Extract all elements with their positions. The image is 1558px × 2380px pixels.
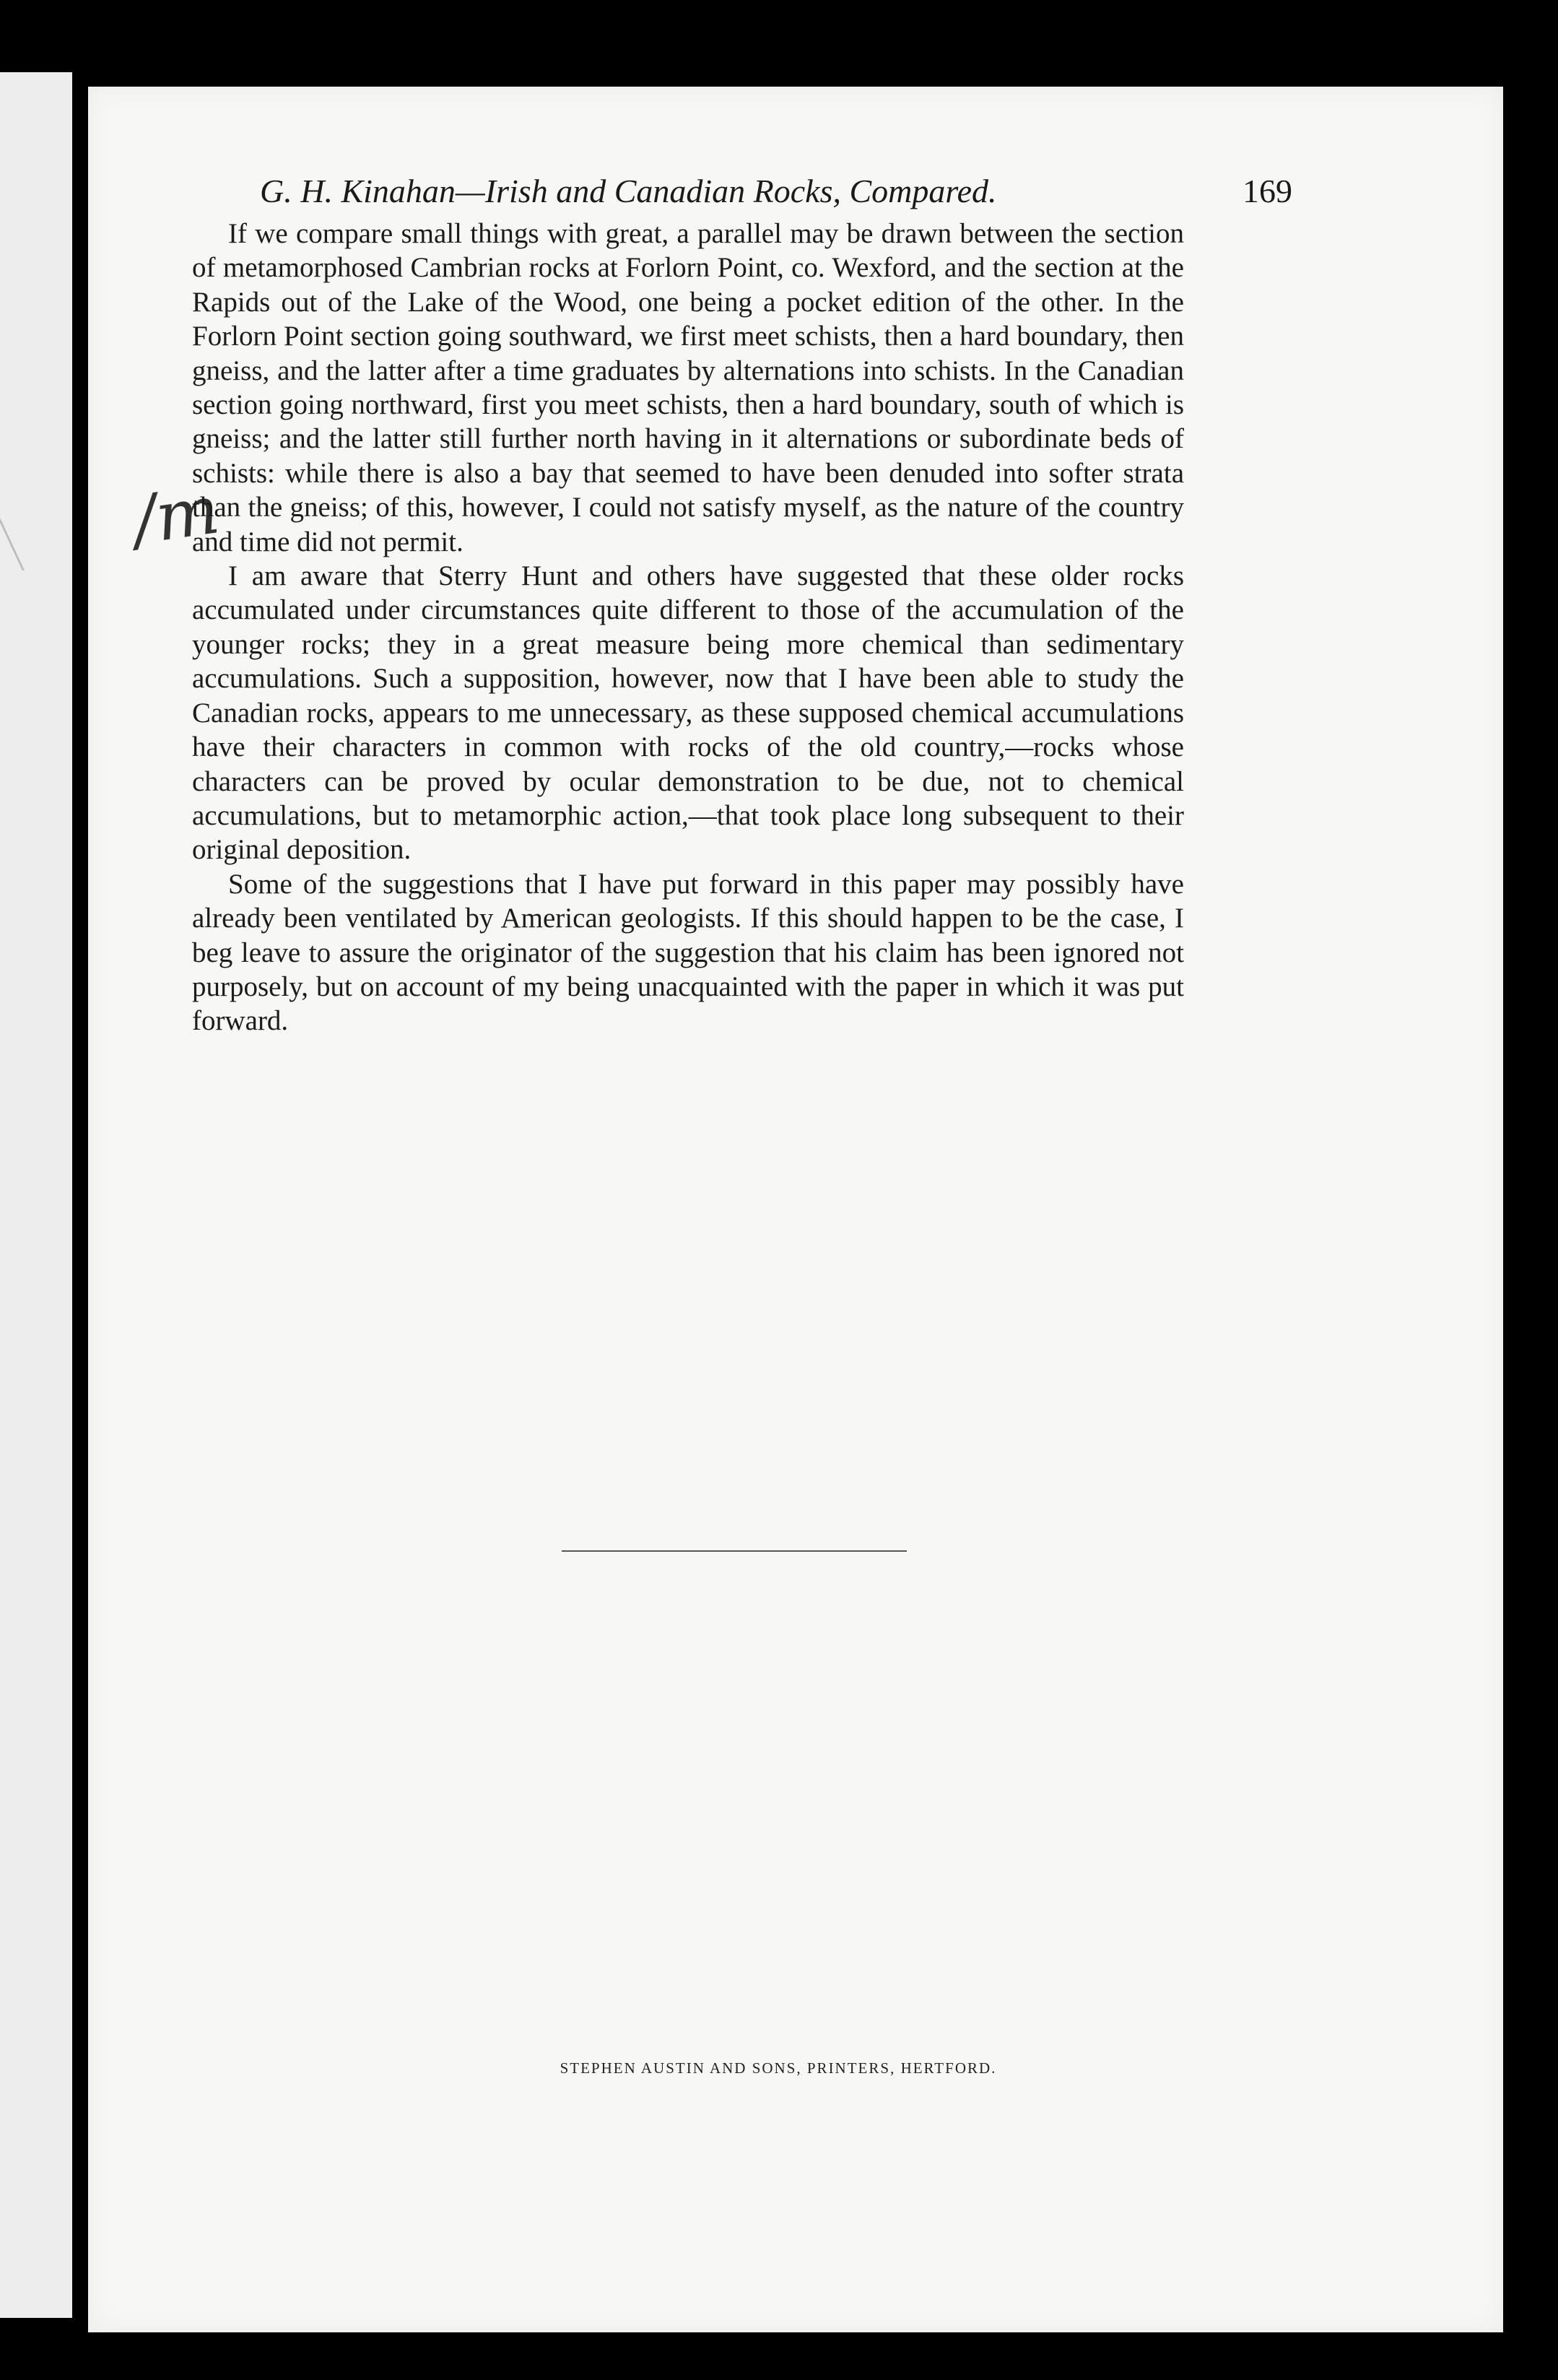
body-text: [192, 217, 1184, 1038]
section-divider: [562, 1550, 907, 1552]
previous-page-edge: [0, 72, 72, 2318]
running-head: [260, 172, 1292, 210]
paragraph-2: I am aware that Sterry Hunt and others have suggested that these older rocks accumulated under circumstances quite different to those of the accumulation of the younger rocks; they in a great measure being more chemical than sedimentary accumulations. Such a supposition, however, now that I have been able to study the Canadian rocks, appears to me unnecessary, as these supposed chemical accumulations have their characters in common with rocks of the old country,—rocks whose characters can be proved by ocular demonstration to be due, not to chemical accumulations, but to metamorphic action,—that took place long subsequent to their original deposition.: [192, 560, 1184, 866]
running-head-title: G. H. Kinahan—Irish and Canadian Rocks, Compared.: [260, 173, 997, 209]
paragraph-3: Some of the suggestions that I have put forward in this paper may possibly have already been ventilated by American geologists. If this should happen to be the case, I beg leave to assure the originator of the suggestion that his claim has been ignored not purposely, but on account of my being unacquainted with the paper in which it was put forward.: [192, 868, 1184, 1037]
printer-imprint: STEPHEN AUSTIN AND SONS, PRINTERS, HERTFORD.: [560, 2059, 997, 2077]
margin-note: /m: [129, 471, 225, 560]
paragraph-1: If we compare small things with great, a parallel may be drawn between the section of metamorphosed Cambrian rocks at Forlorn Point, co. Wexford, and the section at the Rapids out of the Lake of the Wood, one being a pocket edition of the other. In the Forlorn Point section going southward, we first meet schists, then a hard boundary, then gneiss, and the latter after a time graduates by alternations into schists. In the Canadian section going northward, first you meet schists, then a hard boundary, south of which is gneiss; and the latter still further north having in it alternations or subordinate beds of schists: while there is also a bay that seemed to have been denuded into softer strata than the gneiss; of this, however, I could not satisfy myself, as the nature of the country and time did not permit.: [192, 218, 1184, 557]
page-number: 169: [1243, 173, 1292, 209]
